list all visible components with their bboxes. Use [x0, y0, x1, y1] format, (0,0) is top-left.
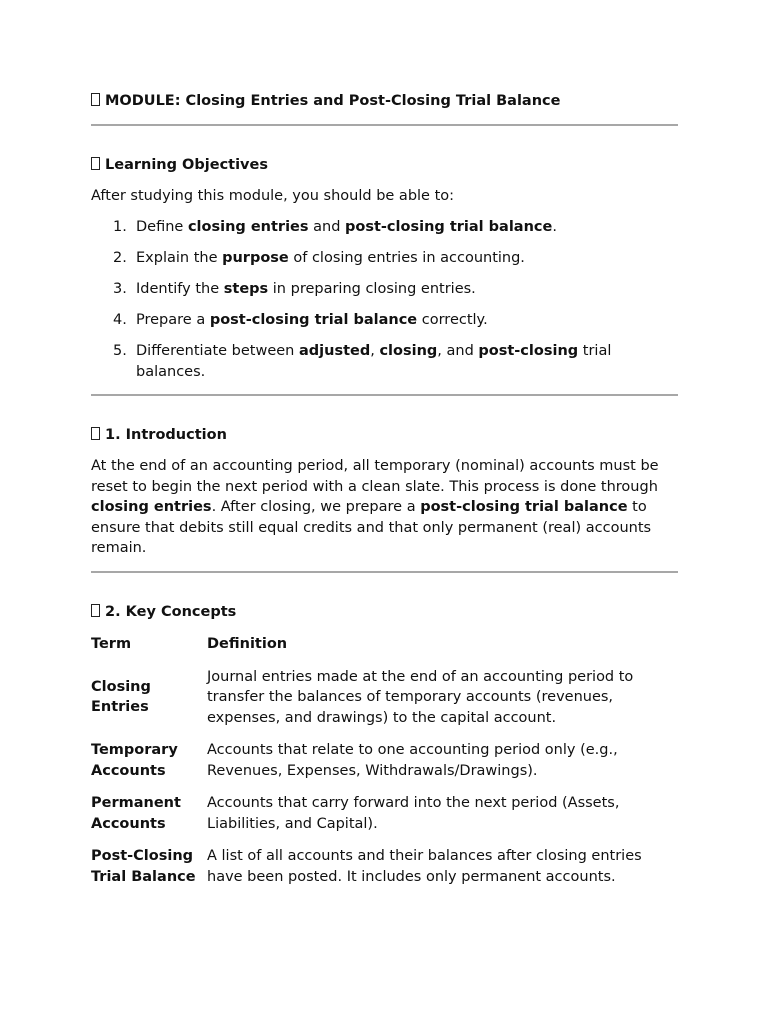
list-number: 1.	[113, 219, 127, 235]
missing-glyph-icon	[91, 604, 100, 617]
emphasis: steps	[223, 281, 269, 297]
objectives-heading	[91, 155, 268, 175]
introduction-heading	[91, 425, 227, 445]
emphasis: purpose	[222, 250, 289, 266]
list-number: 2.	[113, 250, 127, 266]
definition-cell: Accounts that carry forward into the next period (Assets, Liabilities, and Capital).	[207, 795, 620, 832]
objective-item	[91, 248, 678, 269]
definition-cell: Journal entries made at the end of an accounting period to transfer the balances of temporary accounts (revenues, expenses, and drawings) to the capital account.	[207, 668, 634, 726]
term-cell: Closing Entries	[91, 678, 151, 715]
definition-cell: Accounts that relate to one accounting period only (e.g., Revenues, Expenses, Withdrawals/Drawings).	[207, 742, 618, 779]
emphasis: post-closing	[478, 343, 579, 359]
objectives-heading-text: Learning Objectives	[105, 157, 268, 173]
emphasis: post-closing trial balance	[209, 312, 418, 328]
objective-item	[91, 341, 678, 382]
divider	[91, 394, 678, 396]
objective-item	[91, 217, 678, 238]
divider	[91, 571, 678, 573]
emphasis: adjusted	[298, 343, 371, 359]
module-title	[91, 91, 560, 111]
emphasis: closing	[379, 343, 438, 359]
list-number: 5.	[113, 343, 127, 359]
missing-glyph-icon	[91, 93, 100, 106]
objective-text: Explain the purpose of closing entries in accounting.	[136, 250, 525, 266]
objective-text: Prepare a post-closing trial balance correctly.	[136, 312, 488, 328]
term-cell: Temporary Accounts	[91, 742, 178, 779]
objectives-intro: After studying this module, you should be able to:	[91, 188, 455, 204]
missing-glyph-icon	[91, 157, 100, 170]
list-number: 3.	[113, 281, 127, 297]
emphasis: post-closing trial balance	[345, 219, 553, 235]
emphasis: closing entries	[91, 499, 212, 515]
table-row	[91, 793, 678, 846]
divider	[91, 124, 678, 126]
key-concepts-heading	[91, 602, 236, 622]
emphasis: closing entries	[187, 219, 309, 235]
introduction-paragraph: At the end of an accounting period, all temporary (nominal) accounts must be reset to begin the next period with a clean slate. This process is done through closing entries. After closing, we prepare a post-closing trial balance to ensure that debits still equal credits and that only permanent (real) accounts remain.	[91, 458, 659, 556]
definition-cell: A list of all accounts and their balances after closing entries have been posted. It includes only permanent accounts.	[207, 848, 642, 885]
objective-text: Identify the steps in preparing closing entries.	[136, 281, 476, 297]
objective-item	[91, 310, 678, 331]
introduction-heading-text: 1. Introduction	[105, 427, 227, 443]
column-header-definition: Definition	[207, 636, 288, 652]
objective-text: Differentiate between adjusted, closing, and post-closing trial balances.	[136, 343, 612, 380]
key-concepts-heading-text: 2. Key Concepts	[105, 604, 237, 620]
missing-glyph-icon	[91, 427, 100, 440]
table-row	[91, 667, 678, 741]
objective-item	[91, 279, 678, 300]
emphasis: post-closing trial balance	[420, 499, 628, 515]
term-cell: Permanent Accounts	[91, 795, 181, 832]
table-row	[91, 740, 678, 793]
objective-text: Define closing entries and post-closing trial balance.	[136, 219, 557, 235]
objectives-list	[91, 217, 678, 393]
term-cell: Post-Closing Trial Balance	[91, 848, 196, 885]
column-header-term: Term	[91, 636, 132, 652]
key-concepts-table	[91, 634, 678, 887]
list-number: 4.	[113, 312, 127, 328]
module-title-text: MODULE: Closing Entries and Post-Closing Trial Balance	[105, 93, 561, 109]
table-row	[91, 846, 678, 887]
table-header-row	[91, 634, 678, 667]
